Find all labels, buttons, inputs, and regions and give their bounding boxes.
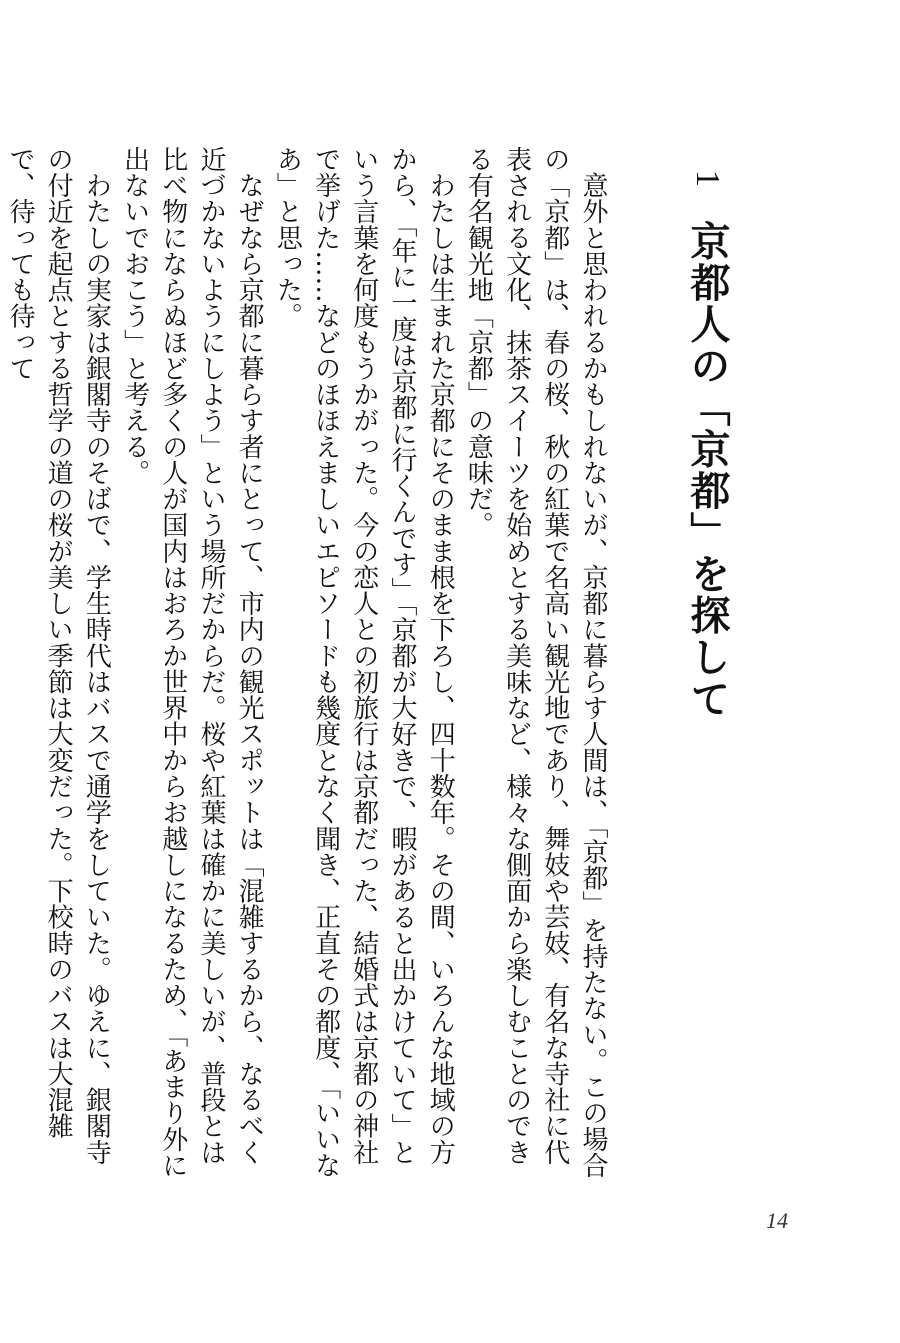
chapter-number: 1: [689, 170, 726, 189]
paragraph: わたしの実家は銀閣寺のそばで、学生時代はバスで通学をしていた。ゆえに、銀閣寺の付近を起点とする哲学の道の桜が美しい季節は大変だった。下校時のバスは大混雑で、待っても待って: [4, 146, 112, 1166]
page-number: 14: [766, 1208, 788, 1233]
body-text: [4, 146, 612, 1186]
chapter-heading: [672, 170, 742, 720]
chapter-title: 京都人の「京都」を探して: [684, 220, 730, 720]
paragraph: なぜなら京都に暮らす者にとって、市内の観光スポットは「混雑するから、なるべく近づかないようにしよう」という場所だからだ。桜や紅葉は確かに美しいが、普段とは比べ物にならぬほど多くの人が国内はおろか世界中からお越しになるため、「あまり外に出ないでおこう」と考える。: [119, 146, 265, 1179]
paragraph: わたしは生まれた京都にそのまま根を下ろし、四十数年。その間、いろんな地域の方から、「年に一度は京都に行くんです」「京都が大好きで、暇があると出かけていて」という言葉を何度もうかがった。今の恋人との初旅行は京都だった、結婚式は京都の神社で挙げた……などのほほえましいエピソードも幾度となく聞き、正直その都度、「いいなあ」と思った。: [272, 146, 456, 1179]
paragraph: 意外と思われるかもしれないが、京都に暮らす人間は、「京都」を持たない。この場合の「京都」は、春の桜、秋の紅葉で名高い観光地であり、舞妓や芸妓、有名な寺社に代表される文化、抹茶スイーツを始めとする美味など、様々な側面から楽しむことのできる有名観光地「京都」の意味だ。: [463, 146, 608, 1179]
